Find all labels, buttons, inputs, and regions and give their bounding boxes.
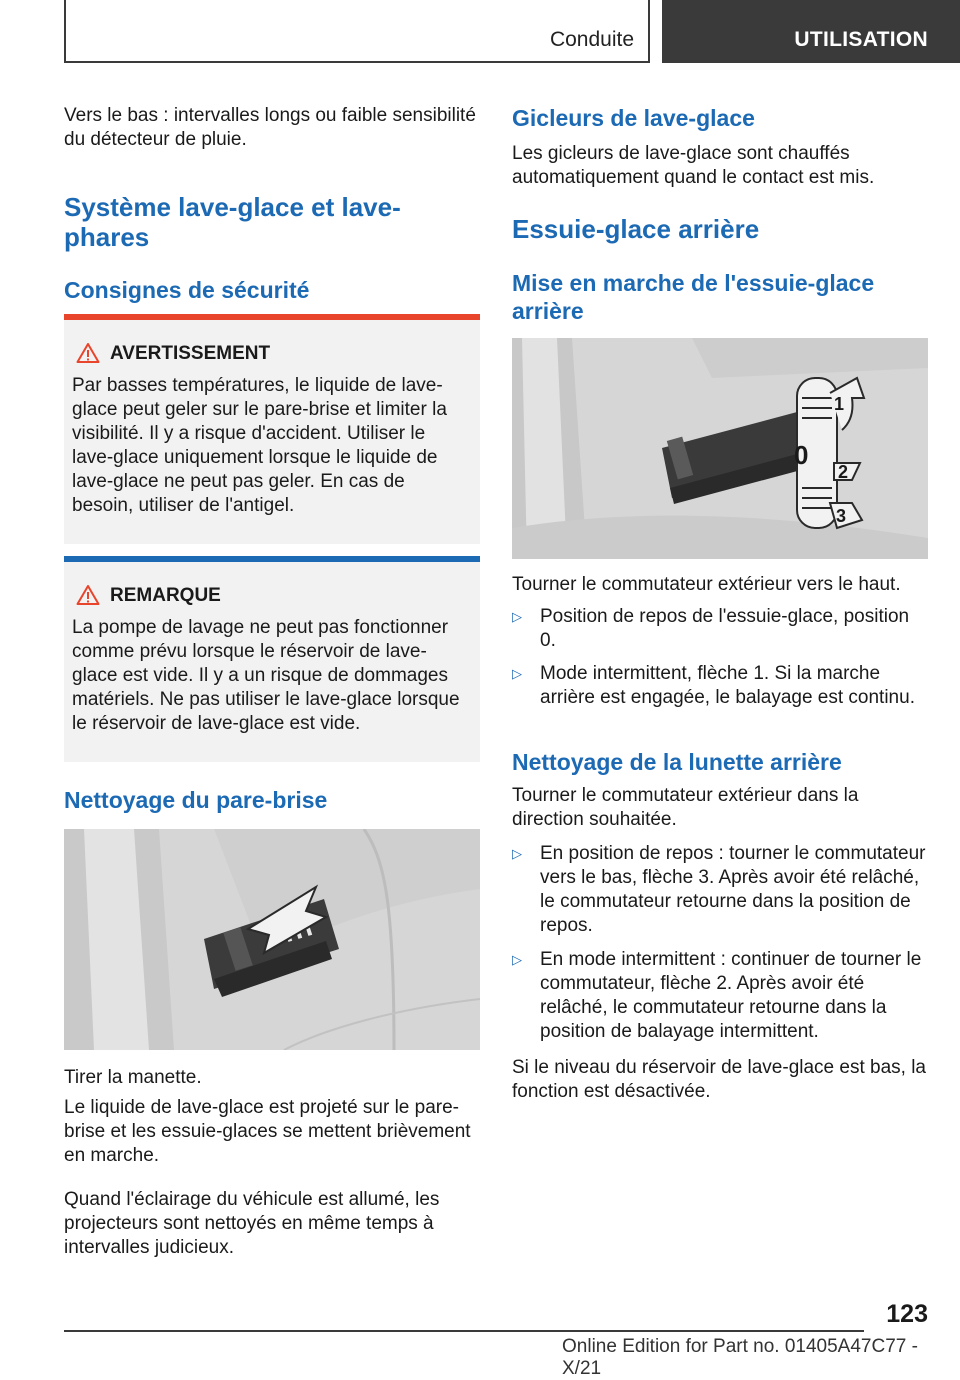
list-item-text: En mode intermittent : continuer de tourner le commutateur, flèche 2. Après avoir été relâché, le commutateur retourne dans la position de balayage intermittent. [540, 949, 922, 1042]
notice-text: La pompe de lavage ne peut pas fonctionner comme prévu lorsque le réservoir de lave-glace est vide. Il y a un risque de dommages matériels. Ne pas utiliser le lave-glace lorsque le réservoir de lave-glace est vide. [72, 617, 460, 734]
stalk-pull-illustration [64, 829, 480, 1050]
list-item-text: Mode intermittent, flèche 1. Si la marche arrière est engagée, le balayage est continu. [540, 663, 915, 708]
position-two-label: 2 [838, 462, 849, 482]
warning-label: AVERTISSEMENT [110, 343, 271, 364]
caption-turn-switch: Tourner le commutateur extérieur vers le haut. [512, 574, 901, 595]
subsection-title-rear-window-cleaning: Nettoyage de la lunette arrière [512, 749, 842, 775]
caption-pull-stalk: Tirer la manette. [64, 1067, 202, 1088]
paragraph-headlight-cleaning: Quand l'éclairage du véhicule est allumé, les projecteurs sont nettoyés en même temps à intervalles judicieux. [64, 1189, 440, 1258]
notice-bar [64, 556, 480, 562]
paragraph-reservoir-level: Si le niveau du réservoir de lave-glace est bas, la fonction est désactivée. [512, 1057, 927, 1102]
paragraph-spray: Le liquide de lave-glace est projeté sur le pare-brise et les essuie-glaces se mettent brièvement en marche. [64, 1097, 471, 1166]
position-zero-label: 0 [794, 440, 809, 470]
notice-triangle-icon [76, 584, 100, 606]
header-section-label: Conduite [549, 28, 634, 51]
list-item-text: Position de repos de l'essuie-glace, position 0. [540, 606, 910, 651]
bullet-arrow-icon: ▷ [512, 609, 522, 624]
header-chapter-label: UTILISATION [794, 28, 928, 51]
warning-box [64, 314, 480, 544]
header-section-tab [64, 0, 650, 63]
intro-paragraph: Vers le bas : intervalles longs ou faible sensibilité du détecteur de pluie. [64, 105, 476, 150]
section-title-rear-wiper: Essuie-glace arrière [512, 214, 760, 244]
position-three-label: 3 [836, 506, 847, 526]
page-number: 123 [886, 1300, 928, 1328]
footer-divider [64, 1330, 864, 1332]
subsection-title-safety: Consignes de sécurité [64, 277, 310, 303]
bullet-arrow-icon: ▷ [512, 952, 522, 967]
rear-wiper-switch-illustration [512, 338, 928, 559]
paragraph-washer-jets: Les gicleurs de lave-glace sont chauffés automatiquement quand le contact est mis. [512, 143, 875, 188]
bullet-arrow-icon: ▷ [512, 666, 522, 681]
warning-text: Par basses températures, le liquide de lave-glace peut geler sur le pare-brise et limiter la visibilité. Il y a risque d'accident. Utiliser le lave-glace uniquement lorsque le liquide de lave-glace ne peut pas geler. En cas de besoin, utiliser de l'antigel. [72, 375, 447, 516]
notice-label: REMARQUE [110, 585, 221, 606]
subsection-title-rear-wiper-on: Mise en marche de l'essuie-glace arrière [512, 270, 875, 324]
edition-note: Online Edition for Part no. 01405A47C77 - X/21 [562, 1336, 918, 1379]
bullet-arrow-icon: ▷ [512, 846, 522, 861]
warning-bar [64, 314, 480, 320]
position-one-label: 1 [834, 394, 845, 414]
subsection-title-washer-jets: Gicleurs de lave-glace [512, 105, 755, 131]
notice-box [64, 556, 480, 762]
paragraph-turn-direction: Tourner le commutateur extérieur dans la direction souhaitée. [512, 785, 859, 830]
warning-triangle-icon [76, 342, 100, 364]
subsection-title-windshield-cleaning: Nettoyage du pare-brise [64, 787, 328, 813]
header-chapter-tab [662, 0, 960, 63]
list-item-text: En position de repos : tourner le commutateur vers le bas, flèche 3. Après avoir été relâché, le commutateur retourne dans la position de repos. [540, 843, 926, 936]
section-title-washer-system: Système lave-glace et lave-phares [64, 192, 401, 252]
